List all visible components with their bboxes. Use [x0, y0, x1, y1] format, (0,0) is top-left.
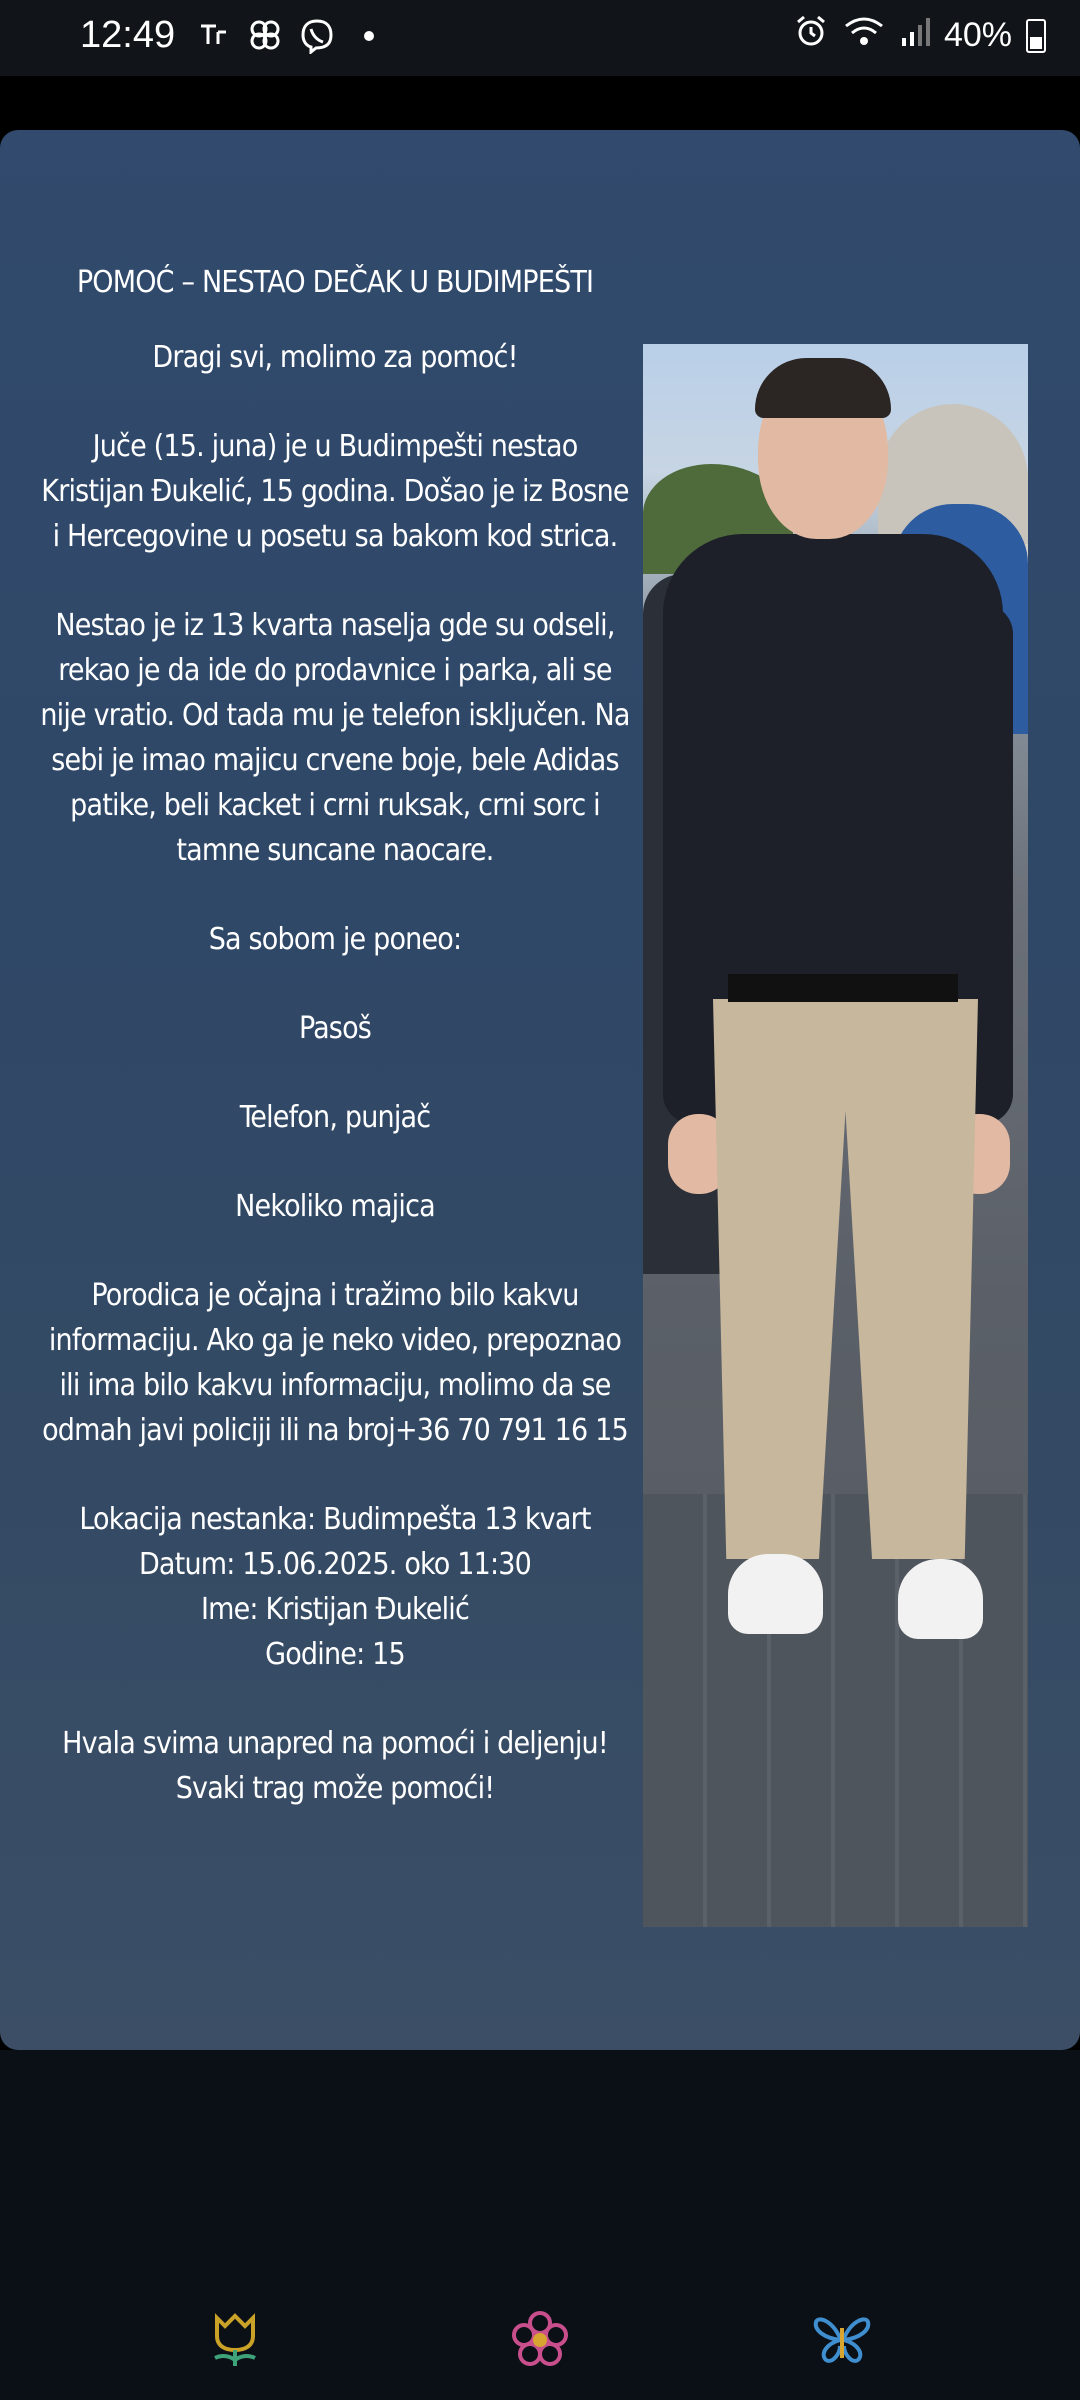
viber-icon	[299, 18, 335, 54]
closing-thanks: Hvala svima unapred na pomoći i deljenju!	[62, 1726, 608, 1761]
status-time: 12:49	[80, 14, 176, 56]
tulip-icon[interactable]	[205, 2310, 265, 2370]
item-passport: Pasoš	[298, 1011, 372, 1046]
battery-icon	[1026, 19, 1046, 53]
butterfly-icon[interactable]	[812, 2310, 872, 2370]
notification-icons	[195, 18, 387, 54]
flower-icon[interactable]	[510, 2310, 570, 2370]
missing-boy-photo	[643, 344, 1028, 1927]
post-paragraph-2: Nestao je iz 13 kvarta naselja gde su odseli, rekao je da ide do prodavnice i parka, ali se nije vratio. Od tada mu je telefon isključen. Na sebi je imao majicu crvene boje, bele Adidas patike, beli kacket i crni ruksak, crni sorc i tamne suncane naocare.	[40, 608, 630, 868]
items-intro: Sa sobom je poneo:	[208, 922, 462, 957]
item-phone: Telefon, punjač	[239, 1100, 431, 1135]
post-title: POMOĆ – NESTAO DEČAK U BUDIMPEŠTI	[76, 265, 594, 300]
alarm-icon	[794, 14, 828, 57]
dot-icon	[351, 18, 387, 54]
detail-date: Datum: 15.06.2025. oko 11:30	[138, 1547, 532, 1582]
post-paragraph-1: Juče (15. juna) je u Budimpešti nestao Kristijan Đukelić, 15 godina. Došao je iz Bosne i Hercegovine u posetu sa bakom kod strica.	[41, 429, 629, 554]
battery-percent: 40%	[943, 16, 1012, 54]
detail-location: Lokacija nestanka: Budimpešta 13 kvart	[79, 1502, 591, 1537]
closing-trace: Svaki trag može pomoći!	[175, 1771, 495, 1806]
detail-name: Ime: Kristijan Đukelić	[200, 1592, 470, 1627]
post-paragraph-3: Porodica je očajna i tražimo bilo kakvu informaciju. Ako ga je neko video, prepoznao ili ima bilo kakvu informaciju, molimo da se odmah javi policiji ili na broj+36 70 791 16 15	[42, 1278, 628, 1448]
detail-age: Godine: 15	[265, 1637, 405, 1672]
story-card[interactable]	[0, 130, 1080, 2050]
wifi-icon	[842, 14, 886, 57]
item-shirts: Nekoliko majica	[235, 1189, 435, 1224]
post-text	[40, 260, 630, 1811]
rakuten-icon	[195, 18, 231, 54]
pinwheel-icon	[247, 18, 283, 54]
status-bar	[0, 0, 1080, 76]
post-greeting: Dragi svi, molimo za pomoć!	[152, 340, 518, 375]
status-right	[794, 14, 1046, 57]
signal-icon	[900, 14, 930, 57]
bottom-nav	[0, 2050, 1080, 2400]
